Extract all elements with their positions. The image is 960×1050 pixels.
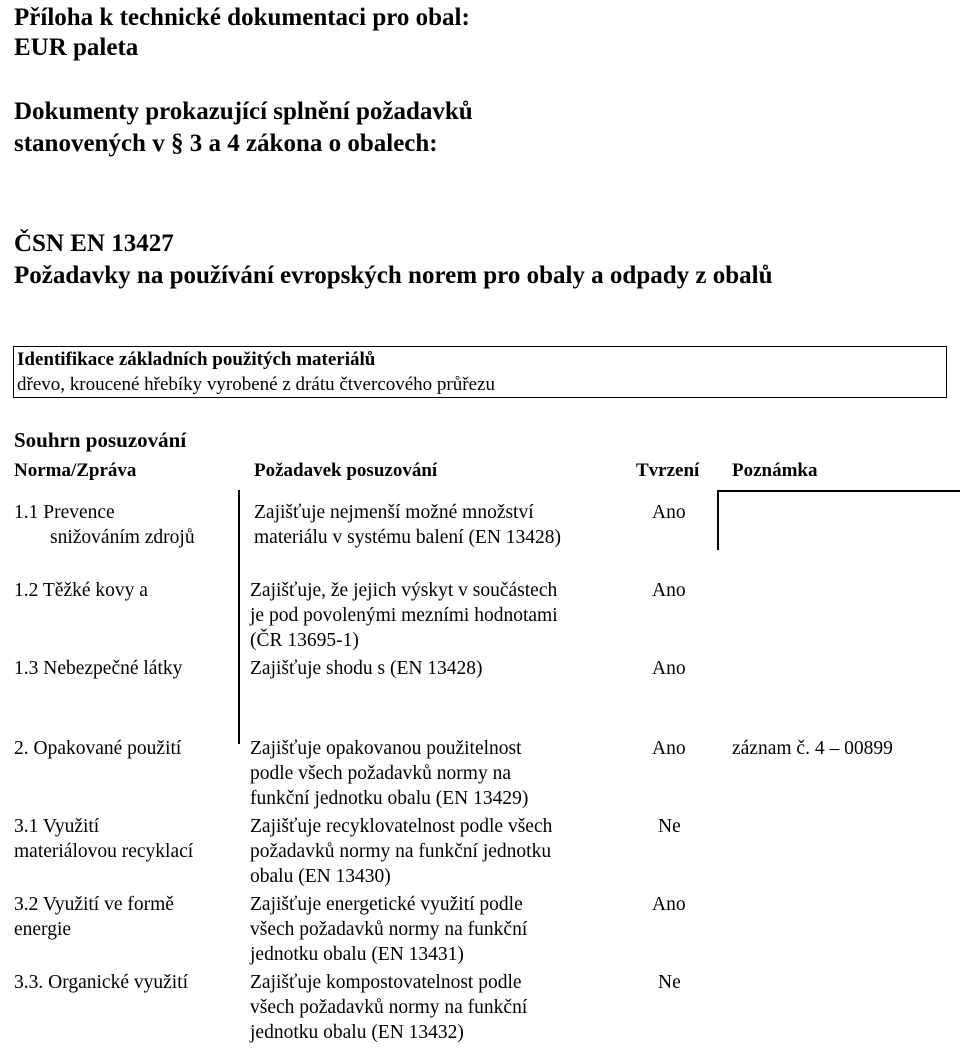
norm-title: Požadavky na používání evropských norem pro obaly a odpady z obalů <box>14 262 773 289</box>
identification-label: Identifikace základních použitých materiálů <box>17 349 376 370</box>
header-norm: Norma/Zpráva <box>14 460 137 481</box>
row-claim: Ano <box>652 738 686 759</box>
row-requirement-line: je pod povolenými mezními hodnotami <box>250 605 558 626</box>
row-claim: Ano <box>652 658 686 679</box>
row-requirement-line: podle všech požadavků normy na <box>250 763 512 784</box>
row-norm-line: 3.2 Využití ve formě <box>14 894 174 915</box>
row-requirement-line: Zajišťuje shodu s (EN 13428) <box>250 658 483 679</box>
row-requirement-line: Zajišťuje opakovanou použitelnost <box>250 738 522 759</box>
table-divider-vertical <box>238 490 240 744</box>
row-norm-line: 3.3. Organické využití <box>14 972 189 993</box>
table-divider-top <box>717 490 960 492</box>
document-subtitle-line-2: stanovených v § 3 a 4 zákona o obalech: <box>14 130 438 157</box>
row-claim: Ne <box>658 972 681 993</box>
row-requirement-line: materiálu v systému balení (EN 13428) <box>254 527 562 548</box>
row-requirement-line: jednotku obalu (EN 13432) <box>250 1022 464 1043</box>
document-title-line-2: EUR paleta <box>14 34 139 61</box>
row-claim: Ano <box>652 502 686 523</box>
row-claim: Ano <box>652 894 686 915</box>
row-requirement-line: Zajišťuje recyklovatelnost podle všech <box>250 816 553 837</box>
row-requirement-line: všech požadavků normy na funkční <box>250 919 528 940</box>
row-requirement-line: Zajišťuje kompostovatelnost podle <box>250 972 522 993</box>
norm-code: ČSN EN 13427 <box>14 230 174 257</box>
row-claim: Ano <box>652 580 686 601</box>
header-requirement: Požadavek posuzování <box>254 460 438 481</box>
row-requirement-line: jednotku obalu (EN 13431) <box>250 944 464 965</box>
row-norm-line: 1.1 Prevence <box>14 502 115 523</box>
row-requirement-line: obalu (EN 13430) <box>250 866 391 887</box>
document-title-line-1: Příloha k technické dokumentaci pro obal: <box>14 4 470 31</box>
row-norm-line: snižováním zdrojů <box>50 527 195 548</box>
summary-title: Souhrn posuzování <box>14 428 187 452</box>
row-norm-line: 3.1 Využití <box>14 816 100 837</box>
row-note: záznam č. 4 – 00899 <box>732 738 893 759</box>
row-norm-line: materiálovou recyklací <box>14 841 194 862</box>
row-requirement-line: Zajišťuje nejmenší možné množství <box>254 502 534 523</box>
header-note: Poznámka <box>732 460 818 481</box>
row-requirement-line: funkční jednotku obalu (EN 13429) <box>250 788 529 809</box>
row-norm-line: 2. Opakované použití <box>14 738 182 759</box>
row-norm-line: 1.3 Nebezpečné látky <box>14 658 183 679</box>
row-requirement-line: všech požadavků normy na funkční <box>250 997 528 1018</box>
identification-materials: dřevo, kroucené hřebíky vyrobené z drátu čtvercového průřezu <box>17 374 495 395</box>
row-requirement-line: Zajišťuje, že jejich výskyt v součástech <box>250 580 558 601</box>
row-claim: Ne <box>658 816 681 837</box>
row-norm-line: energie <box>14 919 72 940</box>
table-divider-note-left <box>717 490 719 550</box>
row-norm-line: 1.2 Těžké kovy a <box>14 580 148 601</box>
row-requirement-line: požadavků normy na funkční jednotku <box>250 841 552 862</box>
header-claim: Tvrzení <box>636 460 700 481</box>
row-requirement-line: (ČR 13695-1) <box>250 630 359 651</box>
document-subtitle-line-1: Dokumenty prokazující splnění požadavků <box>14 98 473 125</box>
row-requirement-line: Zajišťuje energetické využití podle <box>250 894 523 915</box>
